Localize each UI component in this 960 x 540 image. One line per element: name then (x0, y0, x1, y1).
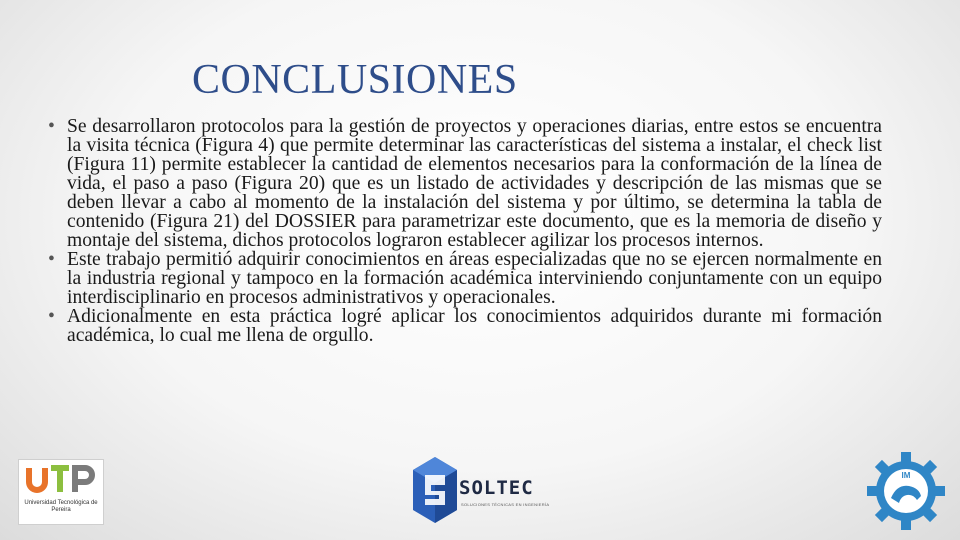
slide-title: CONCLUSIONES (192, 57, 518, 103)
utp-logo (18, 459, 104, 525)
utp-caption: Universidad Tecnológica de Pereira (24, 500, 98, 513)
bullet-item: • Adicionalmente en esta práctica logré aplicar los conocimientos adquiridos durante mi formación académica, lo cual me llena de orgullo. (48, 307, 882, 345)
utp-mark-icon (19, 460, 103, 500)
im-letters: IM (901, 471, 911, 480)
conclusions-list (48, 117, 882, 345)
bullet-item: • Este trabajo permitió adquirir conocimientos en áreas especializadas que no se ejercen normalmente en la industria regional y tampoco en la formación académica interviniendo conjuntamente con un equipo interdisciplinario en procesos administrativos y operacionales. (48, 250, 882, 307)
bullet-item: • Se desarrollaron protocolos para la gestión de proyectos y operaciones diarias, entre estos se encuentra la visita técnica (Figura 4) que permite determinar las características del sistema a instalar, el check list (Figura 11) permite establecer la cantidad de elementos necesarios para la conformación de la línea de vida, el paso a paso (Figura 20) que es un listado de actividades y descripción de las mismas que se deben llevar a cabo al momento de la instalación del sistema y por último, se determina la tabla de contenido (Figura 21) del DOSSIER para parametrizar este documento, que es la memoria de diseño y montaje del sistema, dichos protocolos lograron establecer agilizar los procesos internos. (48, 117, 882, 250)
gear-icon (867, 452, 945, 530)
soltec-logo (411, 455, 551, 525)
soltec-hexagon-icon (411, 455, 459, 525)
im-gear-logo (867, 452, 945, 530)
soltec-tagline: SOLUCIONES TÉCNICAS EN INGENIERÍA (461, 502, 550, 507)
soltec-wordmark: SOLTEC (459, 477, 534, 499)
